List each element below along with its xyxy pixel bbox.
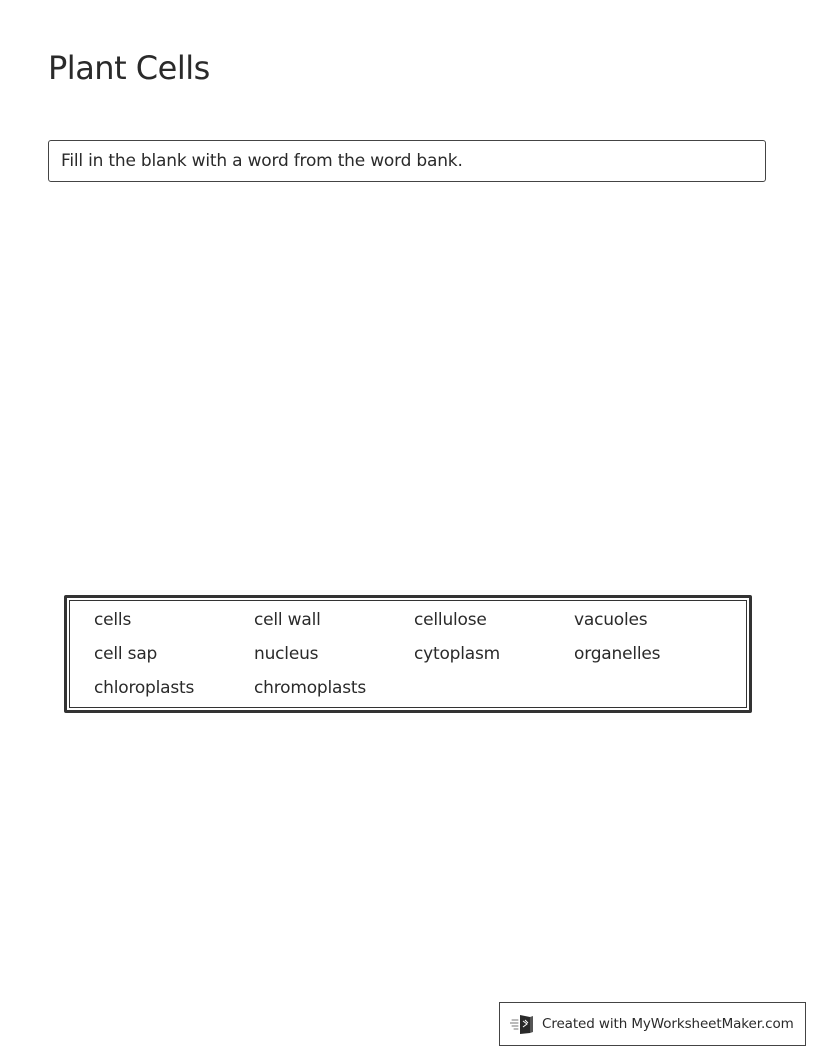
word-bank-item: cellulose (414, 610, 487, 630)
word-bank-grid (69, 600, 747, 708)
worksheet-maker-logo-icon (510, 1012, 536, 1036)
created-with-badge[interactable] (499, 1002, 806, 1046)
instructions-box (48, 140, 766, 182)
word-bank (64, 595, 752, 713)
word-bank-item: vacuoles (574, 610, 648, 630)
word-bank-item: cytoplasm (414, 644, 501, 664)
word-bank-item: organelles (574, 644, 661, 664)
word-bank-item: cell sap (94, 644, 158, 664)
instructions-text: Fill in the blank with a word from the word bank. (61, 151, 463, 171)
word-bank-item: nucleus (254, 644, 319, 664)
page-title: Plant Cells (48, 49, 210, 87)
word-bank-item: chloroplasts (94, 678, 195, 698)
word-bank-item: cell wall (254, 610, 321, 630)
word-bank-item: cells (94, 610, 132, 630)
word-bank-item: chromoplasts (254, 678, 367, 698)
created-with-text: Created with MyWorksheetMaker.com (542, 1016, 794, 1032)
